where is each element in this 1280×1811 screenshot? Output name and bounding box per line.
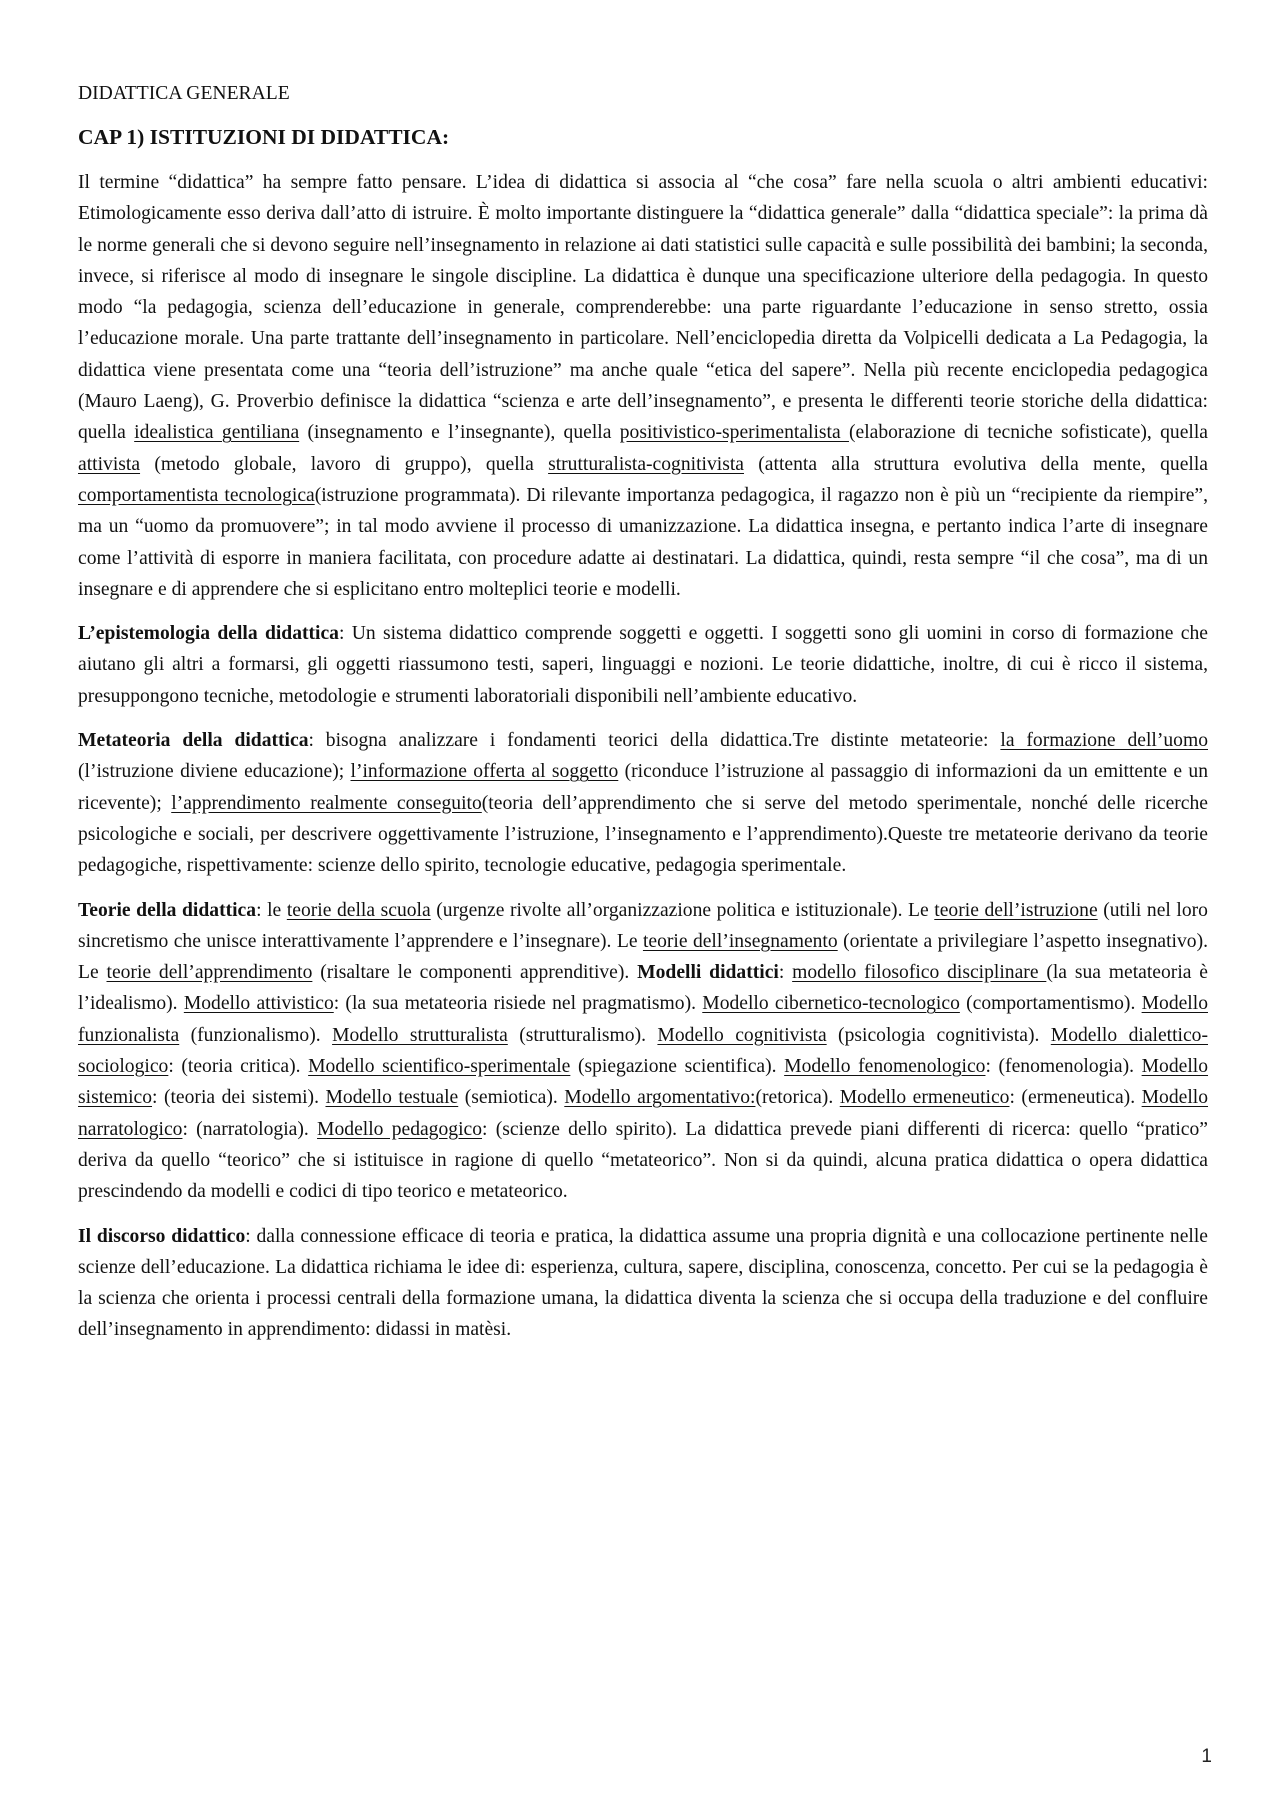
underlined-term: Modello funzionalista — [78, 993, 1208, 1046]
text-run: (l’istruzione diviene educazione); — [78, 761, 351, 783]
underlined-term: Modello sistemico — [78, 1056, 1209, 1109]
underlined-term: teorie della scuola — [286, 899, 431, 921]
underlined-term: Modello dialettico-sociologico — [78, 1024, 1209, 1078]
underlined-term: Modello cognitivista — [657, 1024, 827, 1046]
paragraph — [78, 618, 1208, 712]
text-run: (metodo globale, lavoro di gruppo), quella — [140, 453, 549, 475]
text-run: : (teoria critica). — [168, 1056, 309, 1078]
text-run: : (narratologia). — [182, 1118, 318, 1140]
underlined-term: l’informazione offerta al soggetto — [350, 761, 619, 783]
text-run: : (scienze dello spirito). La didattica prevede piani differenti di ricerca: quello “pratico” deriva da quello “teorico” che si istituisce in ragione di quello “metateorico”. Non si da quindi, alcuna pratica didattica o opera didattica prescindendo da modelli e codici di tipo teorico e metateorico. — [78, 1118, 1208, 1203]
text-run: : (teoria dei sistemi). — [152, 1087, 326, 1109]
text-run: : — [778, 962, 793, 984]
document-title: DIDATTICA GENERALE — [78, 83, 290, 104]
paragraph — [78, 1221, 1208, 1346]
underlined-term: comportamentista tecnologica — [78, 484, 315, 506]
text-run: (la sua metateoria è l’idealismo). — [78, 962, 1208, 1015]
text-run: (urgenze rivolte all’organizzazione politica e istituzionale). Le — [430, 899, 935, 921]
text-run: (strutturalismo). — [507, 1024, 658, 1046]
text-run: : le — [256, 899, 287, 921]
text-run: (insegnamento e l’insegnante), quella — [299, 422, 620, 444]
text-run: : Un sistema didattico comprende soggetti e oggetti. I soggetti sono gli uomini in corso di formazione che aiutano gli altri a formarsi, gli oggetti riassumono testi, saperi, linguaggi e nozioni. Le teorie didattiche, inoltre, di cui è ricco il sistema, presuppongono tecniche, metodologie e strumenti laboratoriali disponibili nell’ambiente educativo. — [78, 623, 1208, 707]
paragraph-lead-heading: Teorie della didattica — [78, 899, 257, 921]
text-run: (risaltare le componenti apprenditive). — [312, 962, 638, 984]
underlined-term: modello filosofico disciplinare — [792, 962, 1047, 984]
page-number: 1 — [1201, 1746, 1212, 1767]
underlined-term: teorie dell’insegnamento — [642, 930, 838, 952]
text-run: (orientate a privilegiare l’aspetto insegnativo). Le — [78, 930, 1208, 984]
paragraph — [78, 895, 1208, 1208]
underlined-term: Modello ermeneutico — [839, 1087, 1010, 1109]
underlined-term: Modello testuale — [325, 1087, 459, 1109]
paragraph-lead-heading: Il discorso didattico — [78, 1225, 246, 1247]
text-run: (attenta alla struttura evolutiva della mente, quella — [743, 453, 1208, 475]
text-run: Il termine “didattica” ha sempre fatto pensare. L’idea di didattica si associa al “che cosa” fare nella scuola o altri ambienti educativi: Etimologicamente esso deriva dall’atto di istruire. È molto importante distinguere la “didattica generale” dalla “didattica speciale”: la prima dà le norme generali che si devono seguire nell’insegnamento in relazione ai dati statistici sulle capacità e sulle possibilità dei bambini; la seconda, invece, si riferisce al modo di insegnare le singole discipline. La didattica è dunque una specificazione ulteriore della pedagogia. In questo modo “la pedagogia, scienza dell’educazione in generale, comprenderebbe: una parte riguardante l’educazione in senso stretto, ossia l’educazione morale. Una parte trattante dell’insegnamento in particolare. Nell’enciclopedia diretta da Volpicelli dedicata a La Pedagogia, la didattica viene presentata come una “teoria dell’istruzione” ma anche quale “etica del sapere”. Nella più recente enciclopedia pedagogica (Mauro Laeng), G. Proverbio definisce la didattica “scienza e arte dell’insegnamento”, e presenta le differenti teorie storiche della didattica: quella — [78, 172, 1208, 444]
text-run: (psicologia cognitivista). — [826, 1024, 1051, 1046]
underlined-term: l’apprendimento realmente conseguito — [171, 792, 482, 814]
underlined-term: positivistico-sperimentalista — [619, 422, 849, 444]
paragraph-lead-heading: L’epistemologia della didattica — [78, 623, 339, 645]
underlined-term: Modello narratologico — [78, 1087, 1209, 1140]
underlined-term: Modello argomentativo: — [564, 1087, 756, 1109]
text-run: (retorica). — [755, 1087, 840, 1109]
text-run: : (fenomenologia). — [985, 1056, 1142, 1078]
text-run: (funzionalismo). — [179, 1024, 333, 1046]
underlined-term: idealistica gentiliana — [134, 422, 300, 444]
underlined-term: Modello cibernetico-tecnologico — [702, 993, 960, 1015]
underlined-term: Modello fenomenologico — [784, 1056, 986, 1078]
text-run: (elaborazione di tecniche sofisticate), quella — [848, 422, 1208, 444]
document-page — [78, 78, 1208, 1359]
text-run: (utili nel loro sincretismo che unisce interattivamente l’apprendere e l’insegnare). Le — [78, 899, 1208, 952]
text-run: : dalla connessione efficace di teoria e pratica, la didattica assume una propria dignità e una collocazione pertinente nelle scienze dell’educazione. La didattica richiama le idee di: esperienza, cultura, sapere, disciplina, conoscenza, concetto. Per cui se la pedagogia è la scienza che orienta i processi centrali della formazione umana, la didattica diventa la scienza che si occupa della traduzione e del confluire dell’insegnamento in apprendimento: didassi in matèsi. — [78, 1225, 1209, 1341]
bold-term: Modelli didattici — [637, 962, 779, 984]
text-run: : (la sua metateoria risiede nel pragmatismo). — [333, 993, 703, 1015]
underlined-term: teorie dell’apprendimento — [106, 962, 313, 984]
text-run: (riconduce l’istruzione al passaggio di informazioni da un emittente e un ricevente); — [78, 761, 1209, 814]
underlined-term: Modello pedagogico — [317, 1118, 483, 1140]
underlined-term: attivista — [78, 453, 141, 475]
text-run: (istruzione programmata). Di rilevante importanza pedagogica, il ragazzo non è più un “recipiente da riempire”, ma un “uomo da promuovere”; in tal modo avviene il processo di umanizzazione. La didattica insegna, e pertanto indica l’arte di insegnare come l’attività di esporre in maniera facilitata, con procedure adatte ai destinatari. La didattica, quindi, resta sempre “il che cosa”, ma di un insegnare e di apprendere che si esplicitano entro molteplici teorie e modelli. — [78, 484, 1208, 600]
underlined-term: Modello attivistico — [183, 993, 334, 1015]
text-run: (comportamentismo). — [959, 993, 1142, 1015]
paragraph — [78, 167, 1208, 605]
text-run: (spiegazione scientifica). — [570, 1056, 785, 1078]
underlined-term: teorie dell’istruzione — [934, 899, 1098, 921]
text-run: : (ermeneutica). — [1009, 1087, 1142, 1109]
paragraph-lead-heading: Metateoria della didattica — [78, 730, 309, 752]
underlined-term: Modello strutturalista — [332, 1024, 508, 1046]
underlined-term: Modello scientifico-sperimentale — [308, 1056, 571, 1078]
document-body — [78, 167, 1208, 1346]
text-run: (semiotica). — [458, 1087, 565, 1109]
chapter-heading: CAP 1) ISTITUZIONI DI DIDATTICA: — [78, 125, 450, 149]
underlined-term: strutturalista-cognitivista — [548, 453, 744, 475]
text-run: (teoria dell’apprendimento che si serve del metodo sperimentale, nonché delle ricerche psicologiche e sociali, per descrivere oggettivamente l’istruzione, l’insegnamento e l’apprendimento).Queste tre metateorie derivano da teorie pedagogiche, rispettivamente: scienze dello spirito, tecnologie educative, pedagogia sperimentale. — [78, 792, 1208, 877]
underlined-term: la formazione dell’uomo — [1000, 730, 1208, 752]
paragraph — [78, 725, 1208, 881]
text-run: : bisogna analizzare i fondamenti teorici della didattica.Tre distinte metateorie: — [308, 730, 1001, 752]
